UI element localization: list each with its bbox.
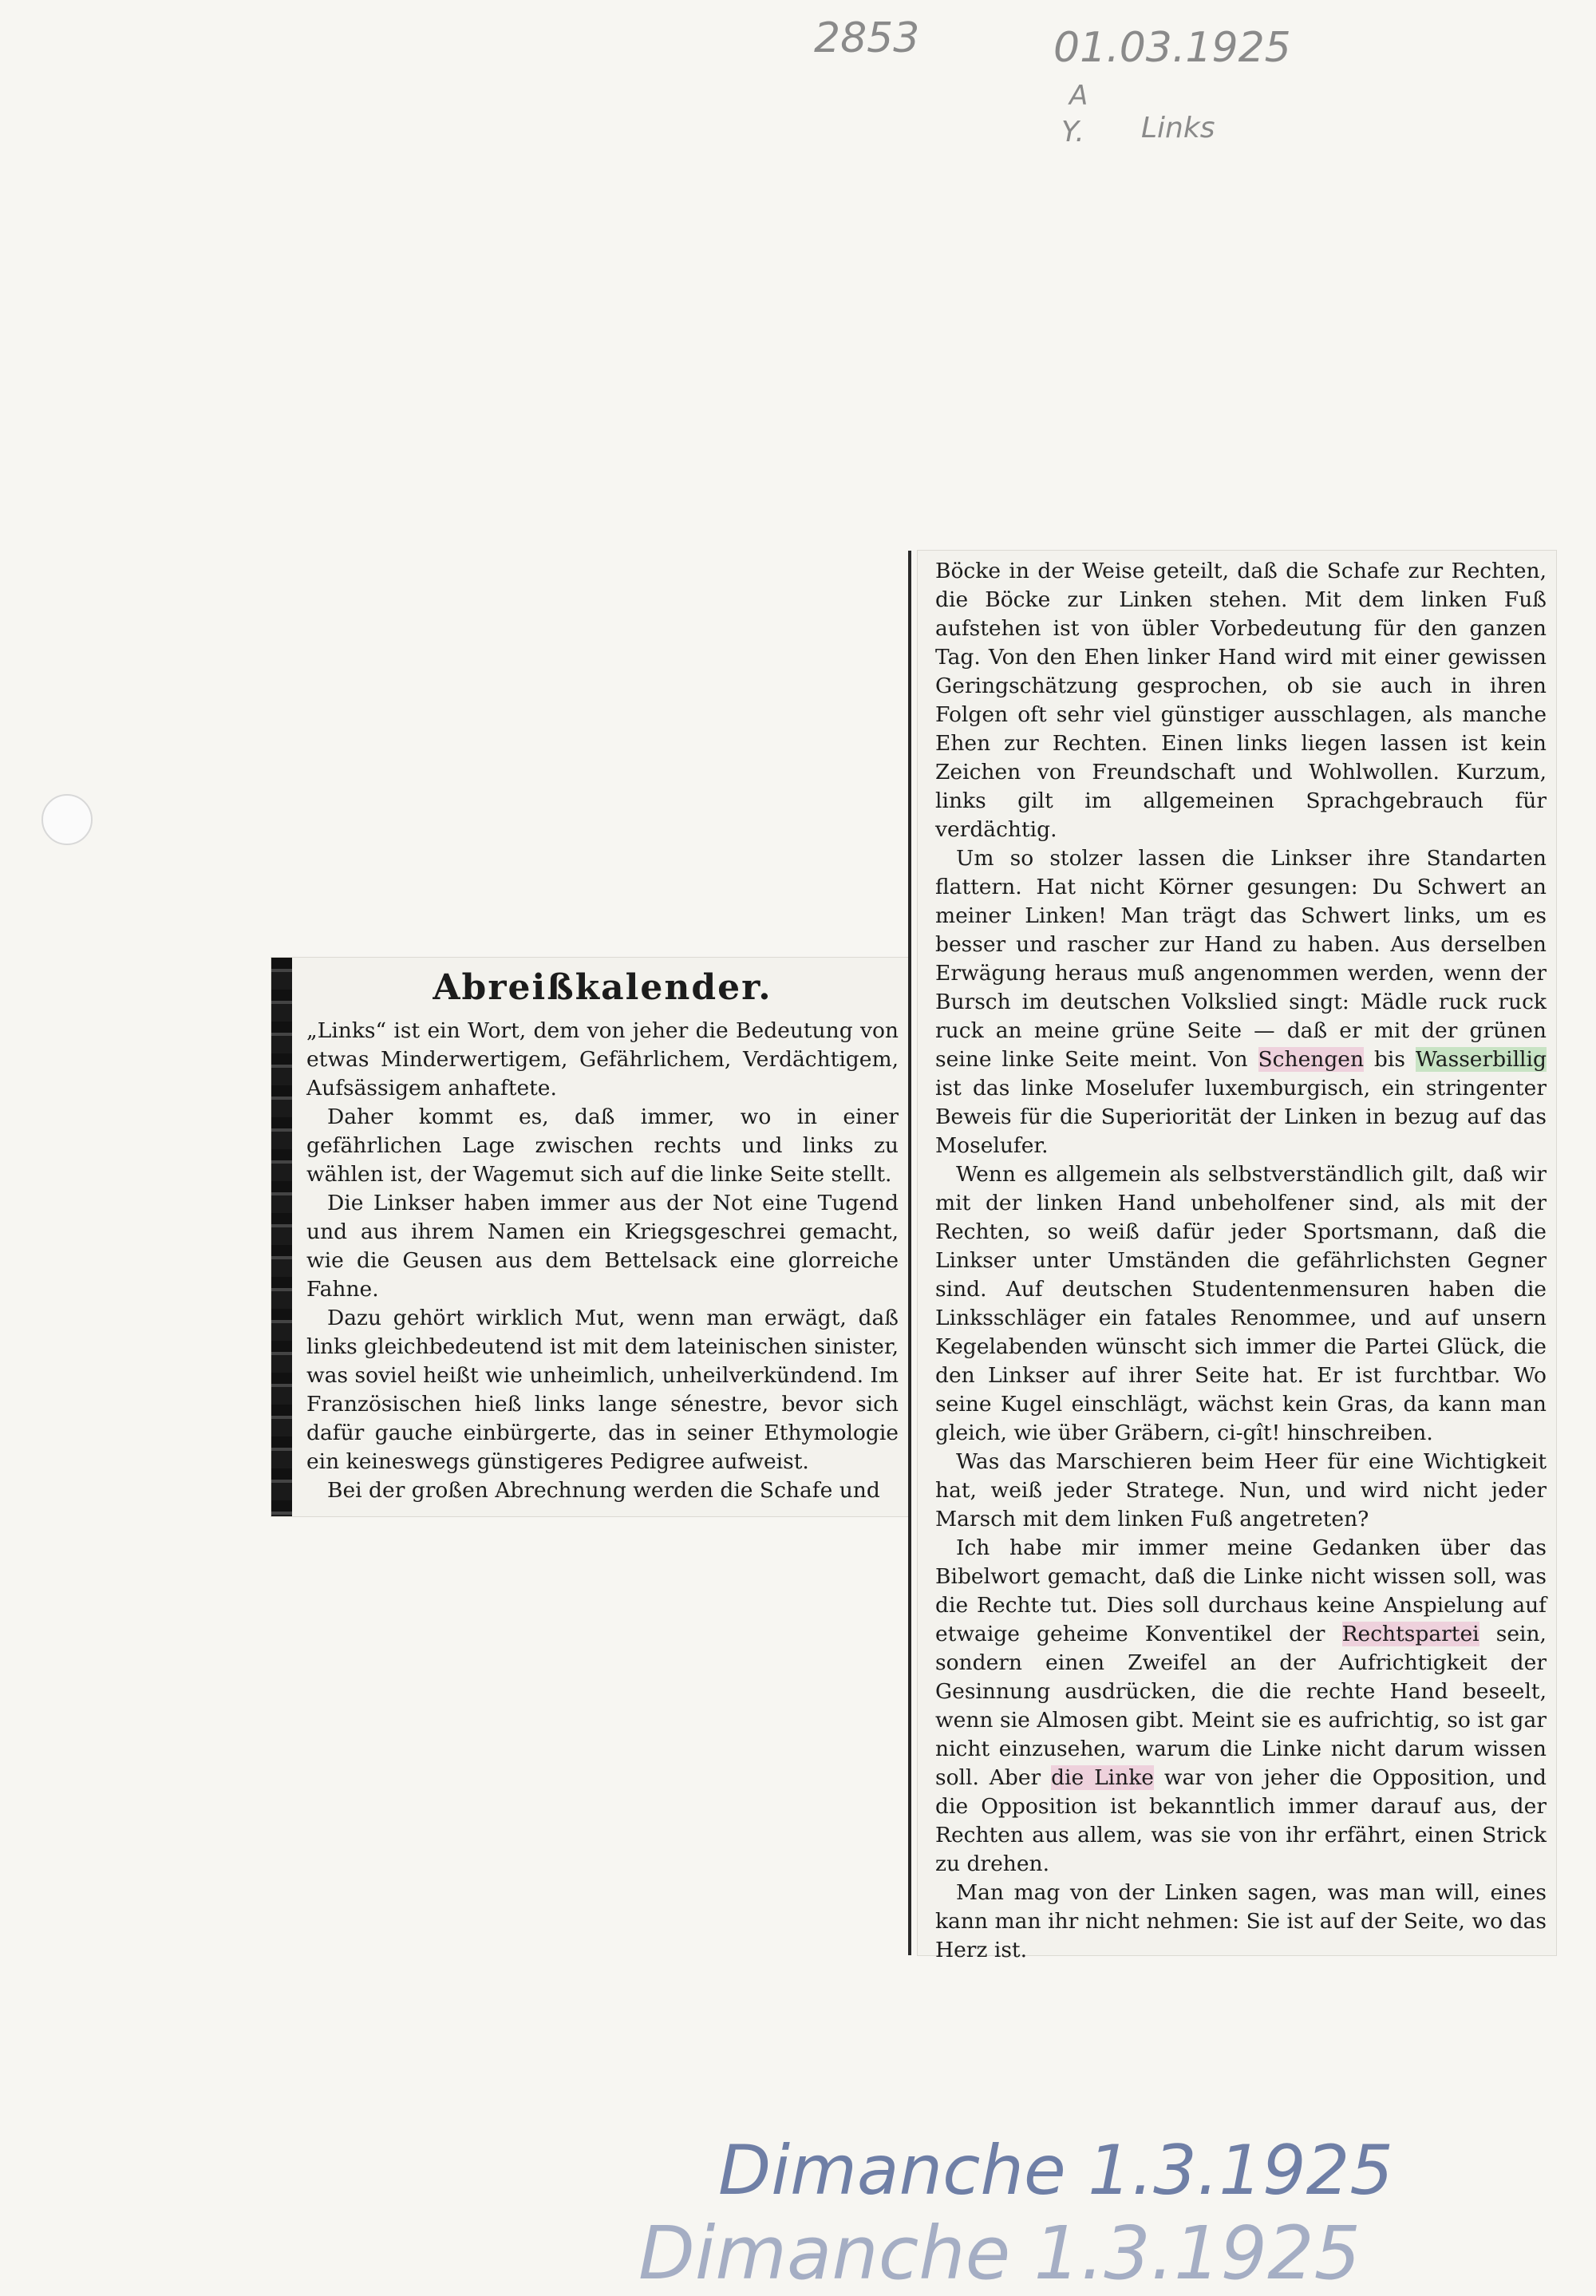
date-annotation: 01.03.1925 (1053, 24, 1291, 72)
highlighted-place-name: Schengen (1258, 1047, 1365, 1072)
newspaper-clipping-right (918, 551, 1556, 1962)
paragraph: Was das Marschieren beim Heer für eine Wichtigkeit hat, weiß jeder Stratege. Nun, und wird nicht jeder Marsch mit dem linken Fuß angetreten? (935, 1449, 1547, 1531)
text-run: ist das linke Moselufer luxemburgisch, ein stringenter Beweis für die Superiorität der Linken in bezug auf das Moselufer. (935, 1076, 1547, 1158)
clipping-edge-line (908, 551, 911, 1955)
newspaper-clipping-left (271, 958, 910, 1516)
article-title: Abreißkalender. (433, 967, 772, 1008)
text-run: Ich habe mir immer meine Gedanken über das Bibelwort gemacht, daß die Linke nicht wissen soll, was die Rechte tut. Dies soll durchaus keine Anspielung auf etwaige geheime Konventikel der (935, 1535, 1547, 1646)
highlighted-place-name: Wasserbillig (1415, 1047, 1547, 1072)
text-run: Um so stolzer lassen die Linkser ihre Standarten flattern. Hat nicht Körner gesungen: Du Schwert an meiner Linken! Man trägt das Schwert links, um es besser und rascher zur Hand zu haben. Aus derselben Erwägung heraus muß angenommen werden, wenn der Bursch im deutschen Volkslied singt: Mädle ruck ruck ruck an meine grüne Seite — daß er mit der grünen seine linke Seite meint. Von (935, 846, 1547, 1072)
right-column (935, 557, 1547, 1965)
highlighted-word: die Linke (1051, 1765, 1154, 1790)
punch-hole (41, 794, 93, 845)
paragraph (935, 844, 1547, 1160)
paragraph: Wenn es allgemein als selbstverständlich gilt, daß wir mit der linken Hand unbeholfener sind, als mit der Rechten, so weiß dafür jeder Sportsmann, daß die Linkser unter Umständen die gefährlichsten Gegner sind. Auf deutschen Studentenmensuren haben die Linksschläger ein fatales Renommee, und auf unsern Kegelabenden wünscht sich immer die Partei Glück, die den Linkser auf ihrer Seite hat. Er ist furchtbar. Wo seine Kugel einschlägt, wächst kein Gras, da kann man gleich, wie über Gräbern, ci-gît! hinschreiben. (935, 1162, 1547, 1445)
paragraph: Bei der großen Abrechnung werden die Schafe und (327, 1478, 880, 1503)
text-run: war von jeher die Opposition, und die Opposition ist bekanntlich immer darauf aus, der Rechten aus allem, was sie von ihr erfährt, einen Strick zu drehen. (935, 1765, 1547, 1876)
left-column (306, 958, 899, 1505)
paragraph: Böcke in der Weise geteilt, daß die Schafe zur Rechten, die Böcke zur Linken stehen. Mit dem linken Fuß aufstehen ist von übler Vorbedeutung für den ganzen Tag. Von den Ehen linker Hand wird mit einer gewissen Geringschätzung gesprochen, ob sie auch in ihren Folgen oft sehr viel günstiger ausschlagen, als manche Ehen zur Rechten. Einen links liegen lassen ist kein Zeichen von Freundschaft und Wohlwollen. Kurzum, links gilt im allgemeinen Sprachgebrauch für verdächtig. (935, 559, 1547, 842)
paragraph: Daher kommt es, daß immer, wo in einer gefährlichen Lage zwischen rechts und links zu wählen ist, der Wagemut sich auf die linke Seite stellt. (306, 1105, 899, 1187)
text-run: sein, sondern einen Zweifel an der Aufrichtigkeit der Gesinnung ausdrücken, die die rechte Hand beseelt, wenn sie Almosen gibt. Meint sie es aufrichtig, so ist gar nicht einzusehen, warum die Linke nicht darum wissen soll. Aber (935, 1622, 1547, 1790)
paragraph: Man mag von der Linken sagen, was man will, eines kann man ihr nicht nehmen: Sie ist auf der Seite, wo das Herz ist. (935, 1880, 1547, 1962)
highlighted-word: Rechtspartei (1341, 1622, 1479, 1646)
bottom-date-note: Dimanche 1.3.1925 (718, 2131, 1394, 2211)
archive-number-annotation: 2853 (814, 14, 920, 62)
keyword-annotation: Links (1141, 112, 1215, 144)
bottom-date-note-faded: Dimanche 1.3.1925 (638, 2211, 1361, 2296)
paragraph: „Links“ ist ein Wort, dem von jeher die Bedeutung von etwas Minderwertigem, Gefährlichem, Verdächtigem, Aufsässigem anhaftete. (306, 1018, 899, 1101)
paragraph: Die Linkser haben immer aus der Not eine Tugend und aus ihrem Namen ein Kriegsgeschrei gemacht, wie die Geusen aus dem Bettelsack eine glorreiche Fahne. (306, 1191, 899, 1302)
mark-a-annotation: A (1069, 80, 1088, 112)
mark-y-annotation: Y. (1061, 116, 1084, 148)
paragraph: Dazu gehört wirklich Mut, wenn man erwägt, daß links gleichbedeutend ist mit dem lateinischen sinister, was soviel heißt wie unheimlich, unheilverkündend. Im Französischen hieß links lange sénestre, bevor sich dafür gauche einbürgerte, das in seiner Ethymologie ein keineswegs günstigeres Pedigree aufweist. (306, 1306, 899, 1474)
paragraph (935, 1534, 1547, 1879)
text-run: bis (1373, 1047, 1405, 1072)
clipping-dark-edge (271, 958, 292, 1516)
